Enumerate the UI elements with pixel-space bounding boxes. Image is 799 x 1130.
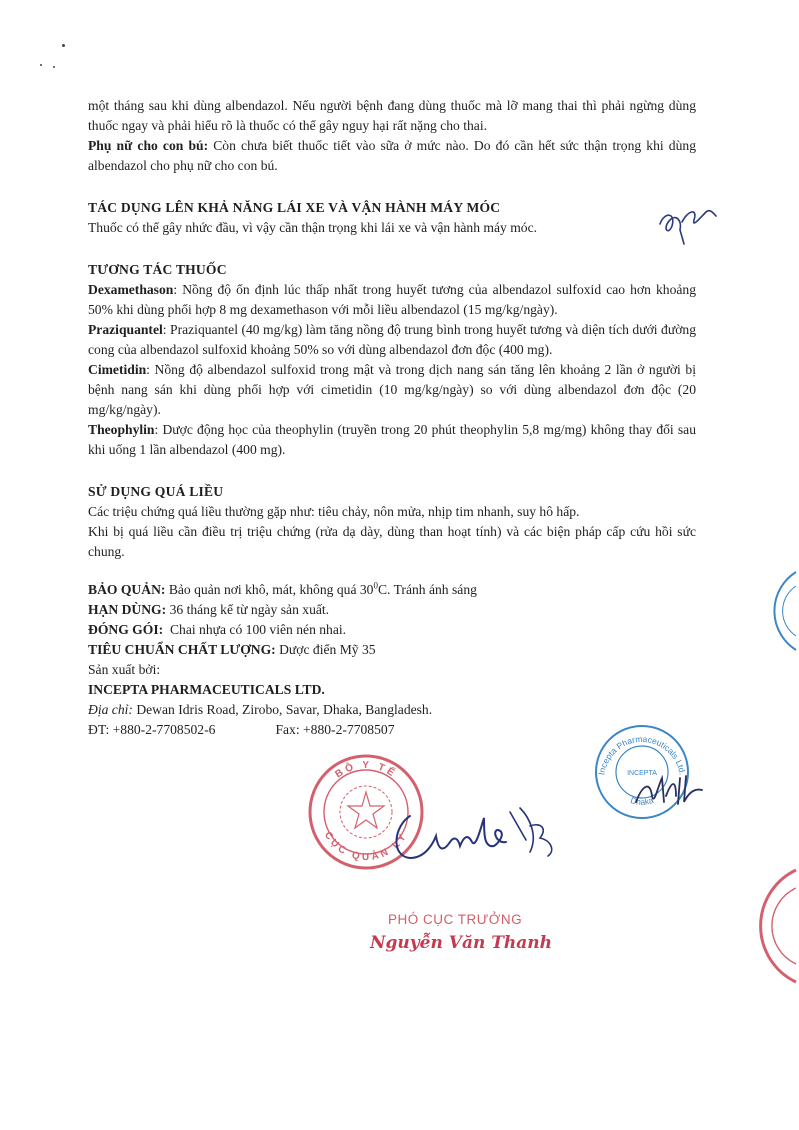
storage-line — [88, 580, 696, 600]
company-seal-inner-text: INCEPTA — [627, 770, 657, 777]
interaction-label: Theophylin — [88, 422, 155, 437]
interaction-item — [88, 280, 696, 320]
official-block — [370, 912, 570, 953]
address-text: Dewan Idris Road, Zirobo, Savar, Dhaka, Bangladesh. — [132, 702, 433, 717]
interaction-text: : Nồng độ albendazol sulfoxid trong mật và trong dịch nang sán tăng lên khoảng 2 lần ở người bị bệnh nang sán khi dùng phối hợp với cimetidin (10 mg/kg/ngày) so với dùng albendazol đơn độc (20 mg/kg/ngày). — [88, 362, 696, 417]
packing-line — [88, 620, 696, 640]
heading-overdose: SỬ DỤNG QUÁ LIỀU — [88, 484, 224, 499]
manufacturer-intro: Sản xuất bởi: — [88, 662, 161, 677]
interaction-label: Cimetidin — [88, 362, 147, 377]
reviewer-initials — [654, 200, 724, 250]
packing-text: Chai nhựa có 100 viên nén nhai. — [163, 622, 347, 637]
overdose-treatment: Khi bị quá liều cần điều trị triệu chứng (rửa dạ dày, dùng than hoạt tính) và các biện pháp cấp cứu hồi sức chung. — [88, 524, 696, 559]
heading-driving: TÁC DỤNG LÊN KHẢ NĂNG LÁI XE VÀ VẬN HÀNH MÁY MÓC — [88, 200, 501, 215]
company-seal-bottom-text: Dhaka — [629, 794, 655, 807]
expiry-label: HẠN DÙNG: — [88, 602, 167, 617]
interaction-label: Dexamethason — [88, 282, 174, 297]
scan-speck — [40, 64, 42, 66]
expiry-line — [88, 600, 696, 620]
interaction-text: : Dược động học của theophylin (truyền trong 20 phút theophylin 5,8 mg/mg) không thay đổi sau khi uống 1 lần albendazol (400 mg). — [88, 422, 696, 457]
packing-label: ĐÓNG GÓI: — [88, 622, 164, 637]
overdose-symptoms: Các triệu chứng quá liều thường gặp như: tiêu chảy, nôn mửa, nhịp tim nhanh, suy hô hấp. — [88, 504, 580, 519]
paragraph-pregnancy: một tháng sau khi dùng albendazol. Nếu người bệnh đang dùng thuốc mà lỡ mang thai thì phải ngừng dùng thuốc ngay và phải hiểu rõ là thuốc có thể gây nguy hại rất nặng cho thai. — [88, 98, 696, 133]
official-title: PHÓ CỤC TRƯỞNG — [388, 912, 523, 927]
official-name: Nguyễn Văn Thanh — [370, 933, 552, 953]
company-seal-ring-text: Incepta Pharmaceuticals Ltd. — [596, 733, 688, 776]
interaction-item — [88, 320, 696, 360]
expiry-text: 36 tháng kể từ ngày sản xuất. — [166, 602, 330, 617]
company-signature — [632, 766, 712, 816]
interaction-text: : Praziquantel (40 mg/kg) làm tăng nồng độ trung bình trong huyết tương và diện tích dưới đường cong của albendazol sulfoxid khoảng 50% so với dùng albendazol đơn độc (400 mg). — [88, 322, 696, 357]
storage-text-end: C. Tránh ánh sáng — [377, 582, 477, 597]
scan-speck — [62, 44, 65, 47]
official-signature — [380, 796, 580, 876]
standard-label: TIÊU CHUẨN CHẤT LƯỢNG: — [88, 642, 276, 657]
paragraph-breastfeeding — [88, 136, 696, 176]
edge-stamp-red — [722, 866, 799, 986]
interaction-text: : Nồng độ ổn định lúc thấp nhất trong huyết tương của albendazol sulfoxid cao hơn khoảng 50% khi dùng phối hợp 8 mg dexamethason với mỗi liều albendazol (15 mg/kg/ngày). — [88, 282, 696, 317]
storage-label: BẢO QUẢN: — [88, 582, 166, 597]
interaction-item — [88, 420, 696, 460]
phone-number: ĐT: +880-2-7708502-6 — [88, 722, 216, 737]
standard-text: Dược điển Mỹ 35 — [275, 642, 376, 657]
storage-degree: 0 — [373, 580, 378, 591]
heading-interactions: TƯƠNG TÁC THUỐC — [88, 262, 227, 277]
interaction-label: Praziquantel — [88, 322, 163, 337]
breastfeeding-text: Còn chưa biết thuốc tiết vào sữa ở mức nào. Do đó cần hết sức thận trọng khi dùng albendazol cho phụ nữ cho con bú. — [88, 138, 696, 173]
paragraph-driving: Thuốc có thể gây nhức đầu, vì vậy cần thận trọng khi lái xe và vận hành máy móc. — [88, 220, 538, 235]
address-label: Địa chỉ: — [88, 702, 133, 717]
manufacturer-address — [88, 700, 696, 720]
breastfeeding-label: Phụ nữ cho con bú: — [88, 138, 209, 153]
edge-stamp-blue — [738, 566, 799, 656]
manufacturer-name: INCEPTA PHARMACEUTICALS LTD. — [88, 682, 325, 697]
document-body — [88, 96, 696, 740]
interaction-item — [88, 360, 696, 420]
standard-line — [88, 640, 696, 660]
seal-bottom-text: CỤC QUẢN LÝ — [321, 830, 411, 864]
storage-text: Bảo quản nơi khô, mát, không quá 30 — [165, 582, 374, 597]
seal-top-text: BỘ Y TẾ — [333, 759, 399, 781]
fax-number: Fax: +880-2-7708507 — [275, 722, 395, 737]
scan-speck — [53, 66, 55, 68]
